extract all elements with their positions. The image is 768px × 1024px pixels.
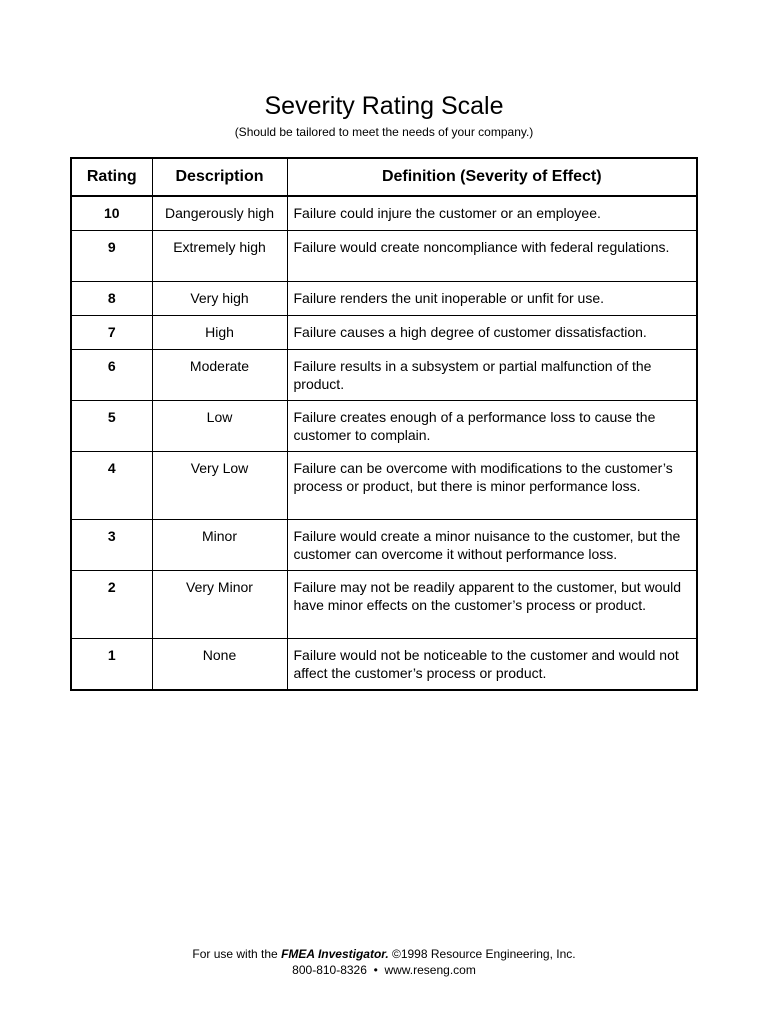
table-row [71, 519, 697, 570]
table-row [71, 451, 697, 519]
table-row [71, 281, 697, 315]
bullet-icon: • [373, 963, 378, 977]
table-row [71, 196, 697, 230]
footer-brand: FMEA Investigator. [281, 947, 389, 961]
description-cell: Low [152, 400, 287, 451]
table-row [71, 230, 697, 281]
footer-credit [0, 946, 768, 962]
definition-cell: Failure causes a high degree of customer dissatisfaction. [287, 315, 697, 349]
rating-cell: 4 [71, 451, 152, 519]
definition-cell: Failure would not be noticeable to the customer and would not affect the customer’s process or product. [287, 638, 697, 690]
definition-cell: Failure can be overcome with modifications to the customer’s process or product, but there is minor performance loss. [287, 451, 697, 519]
definition-cell: Failure may not be readily apparent to the customer, but would have minor effects on the customer’s process or product. [287, 570, 697, 638]
description-cell: Very Low [152, 451, 287, 519]
rating-cell: 3 [71, 519, 152, 570]
rating-cell: 1 [71, 638, 152, 690]
definition-cell: Failure would create a minor nuisance to the customer, but the customer can overcome it without performance loss. [287, 519, 697, 570]
description-cell: High [152, 315, 287, 349]
description-cell: Moderate [152, 349, 287, 400]
definition-cell: Failure results in a subsystem or partial malfunction of the product. [287, 349, 697, 400]
rating-cell: 5 [71, 400, 152, 451]
page-subtitle: (Should be tailored to meet the needs of your company.) [234, 125, 534, 139]
rating-cell: 6 [71, 349, 152, 400]
table-header [71, 158, 697, 196]
description-cell: Very high [152, 281, 287, 315]
table-body [71, 196, 697, 690]
definition-cell: Failure would create noncompliance with federal regulations. [287, 230, 697, 281]
description-cell: Very Minor [152, 570, 287, 638]
column-header-description: Description [152, 158, 287, 196]
table-row [71, 349, 697, 400]
table-row [71, 315, 697, 349]
rating-cell: 2 [71, 570, 152, 638]
rating-cell: 9 [71, 230, 152, 281]
table-row [71, 638, 697, 690]
footer-prefix: For use with the [192, 947, 282, 961]
footer-phone: 800-810-8326 [292, 963, 367, 977]
column-header-rating: Rating [71, 158, 152, 196]
description-cell: Dangerously high [152, 196, 287, 230]
description-cell: None [152, 638, 287, 690]
definition-cell: Failure could injure the customer or an employee. [287, 196, 697, 230]
rating-cell: 7 [71, 315, 152, 349]
definition-cell: Failure renders the unit inoperable or unfit for use. [287, 281, 697, 315]
table-row [71, 400, 697, 451]
definition-cell: Failure creates enough of a performance loss to cause the customer to complain. [287, 400, 697, 451]
table-row [71, 570, 697, 638]
severity-rating-table [70, 157, 698, 691]
footer-copyright: ©1998 Resource Engineering, Inc. [388, 947, 576, 961]
footer-website[interactable]: www.reseng.com [384, 963, 476, 977]
rating-cell: 8 [71, 281, 152, 315]
column-header-definition: Definition (Severity of Effect) [287, 158, 697, 196]
header-row [71, 158, 697, 196]
footer-contact [0, 962, 768, 978]
page-title: Severity Rating Scale [264, 92, 504, 120]
rating-cell: 10 [71, 196, 152, 230]
description-cell: Extremely high [152, 230, 287, 281]
description-cell: Minor [152, 519, 287, 570]
